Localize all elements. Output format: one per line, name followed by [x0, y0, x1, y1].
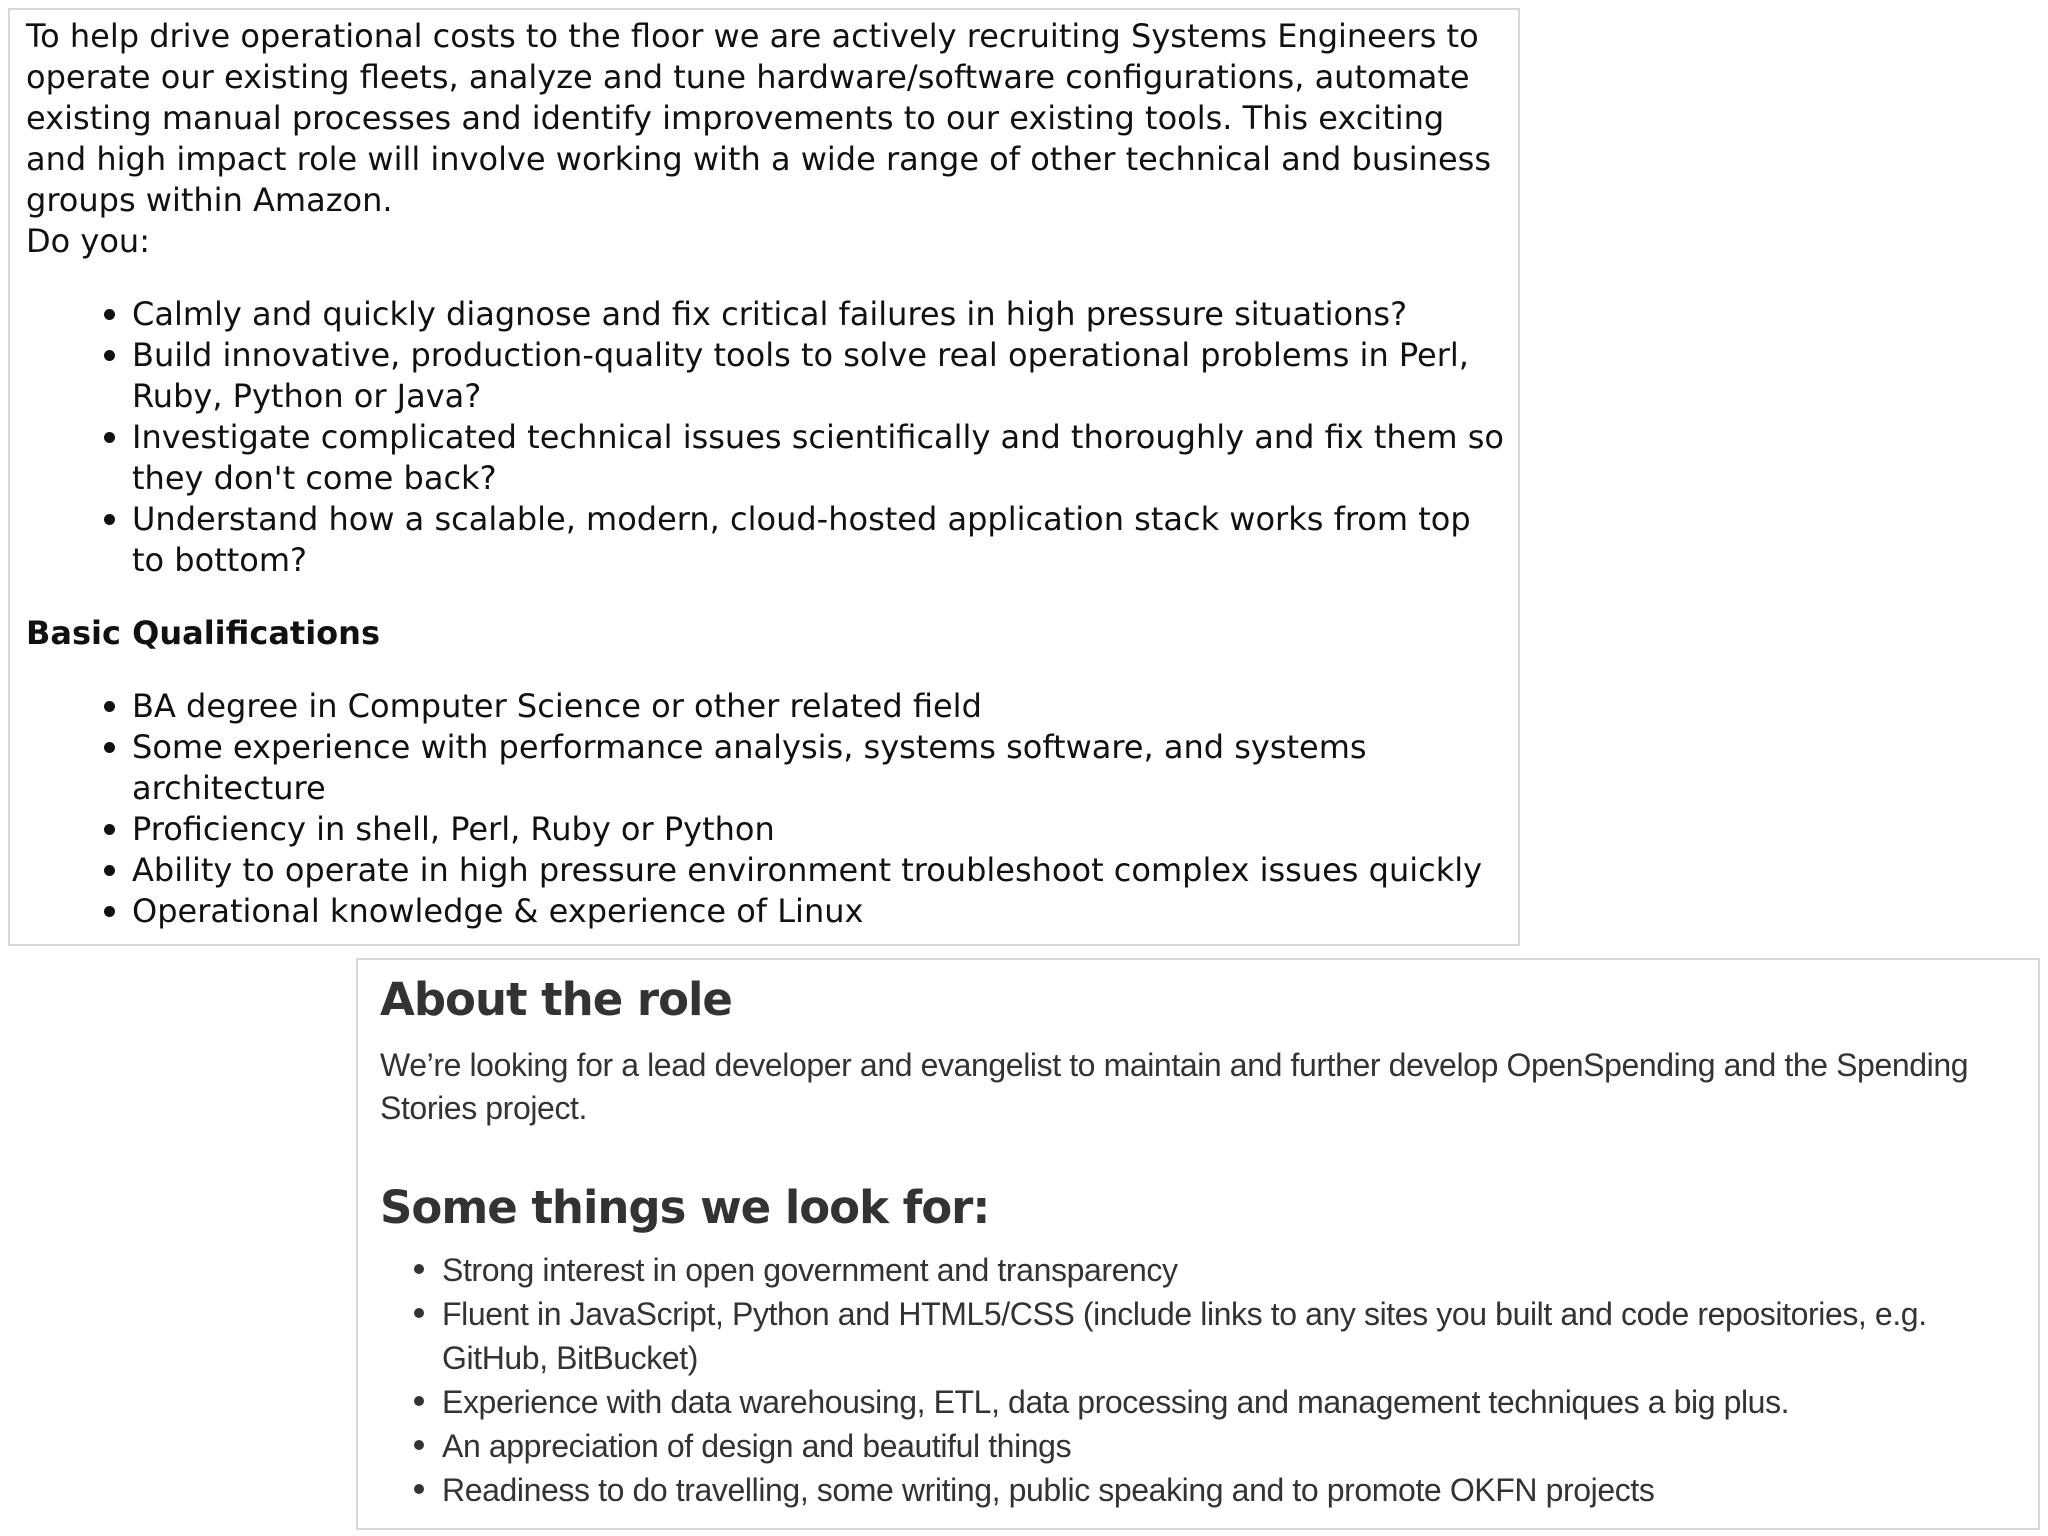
- intro-paragraph: To help drive operational costs to the floor we are actively recruiting Systems Engineers to operate our existing fleets, analyze and tune hardware/software configurations, automate existing manual processes and identify improvements to our existing tools. This exciting and high impact role will involve working with a wide range of other technical and business groups within Amazon.: [26, 17, 1491, 219]
- look-for-list: [380, 1248, 2026, 1512]
- role-description: We’re looking for a lead developer and evangelist to maintain and further develop OpenSpending and the Spending Stories project.: [380, 1047, 1969, 1126]
- list-item: Proficiency in shell, Perl, Ruby or Python: [132, 809, 1504, 850]
- list-item: BA degree in Computer Science or other related field: [132, 686, 1504, 727]
- qualifications-heading: Basic Qualifications: [26, 614, 380, 652]
- look-for-heading: Some things we look for:: [380, 1181, 990, 1234]
- list-item: Readiness to do travelling, some writing, public speaking and to promote OKFN projects: [442, 1468, 2026, 1512]
- list-item: Investigate complicated technical issues scientifically and thoroughly and fix them so they don't come back?: [132, 418, 1504, 497]
- list-item: Operational knowledge & experience of Linux: [132, 891, 1504, 932]
- list-item: Fluent in JavaScript, Python and HTML5/CSS (include links to any sites you built and code repositories, e.g. GitHub, BitBucket): [442, 1292, 2026, 1380]
- qualifications-list: [26, 686, 1504, 932]
- list-item: Strong interest in open government and transparency: [442, 1248, 2026, 1292]
- list-item: An appreciation of design and beautiful things: [442, 1424, 2026, 1468]
- list-item: Some experience with performance analysis, systems software, and systems architecture: [132, 727, 1504, 809]
- list-item: Ability to operate in high pressure environment troubleshoot complex issues quickly: [132, 850, 1504, 891]
- do-you-label: Do you:: [26, 222, 150, 260]
- list-item: Calmly and quickly diagnose and fix critical failures in high pressure situations?: [132, 294, 1504, 335]
- questions-list: [26, 294, 1504, 581]
- list-item: Experience with data warehousing, ETL, data processing and management techniques a big plus.: [442, 1380, 2026, 1424]
- list-item: Understand how a scalable, modern, cloud-hosted application stack works from top to bottom?: [132, 499, 1504, 581]
- amazon-job-posting: [8, 8, 1520, 946]
- about-role-heading: About the role: [380, 973, 732, 1026]
- list-item: Build innovative, production-quality tools to solve real operational problems in Perl, Ruby, Python or Java?: [132, 335, 1504, 417]
- okfn-job-posting: [356, 958, 2040, 1530]
